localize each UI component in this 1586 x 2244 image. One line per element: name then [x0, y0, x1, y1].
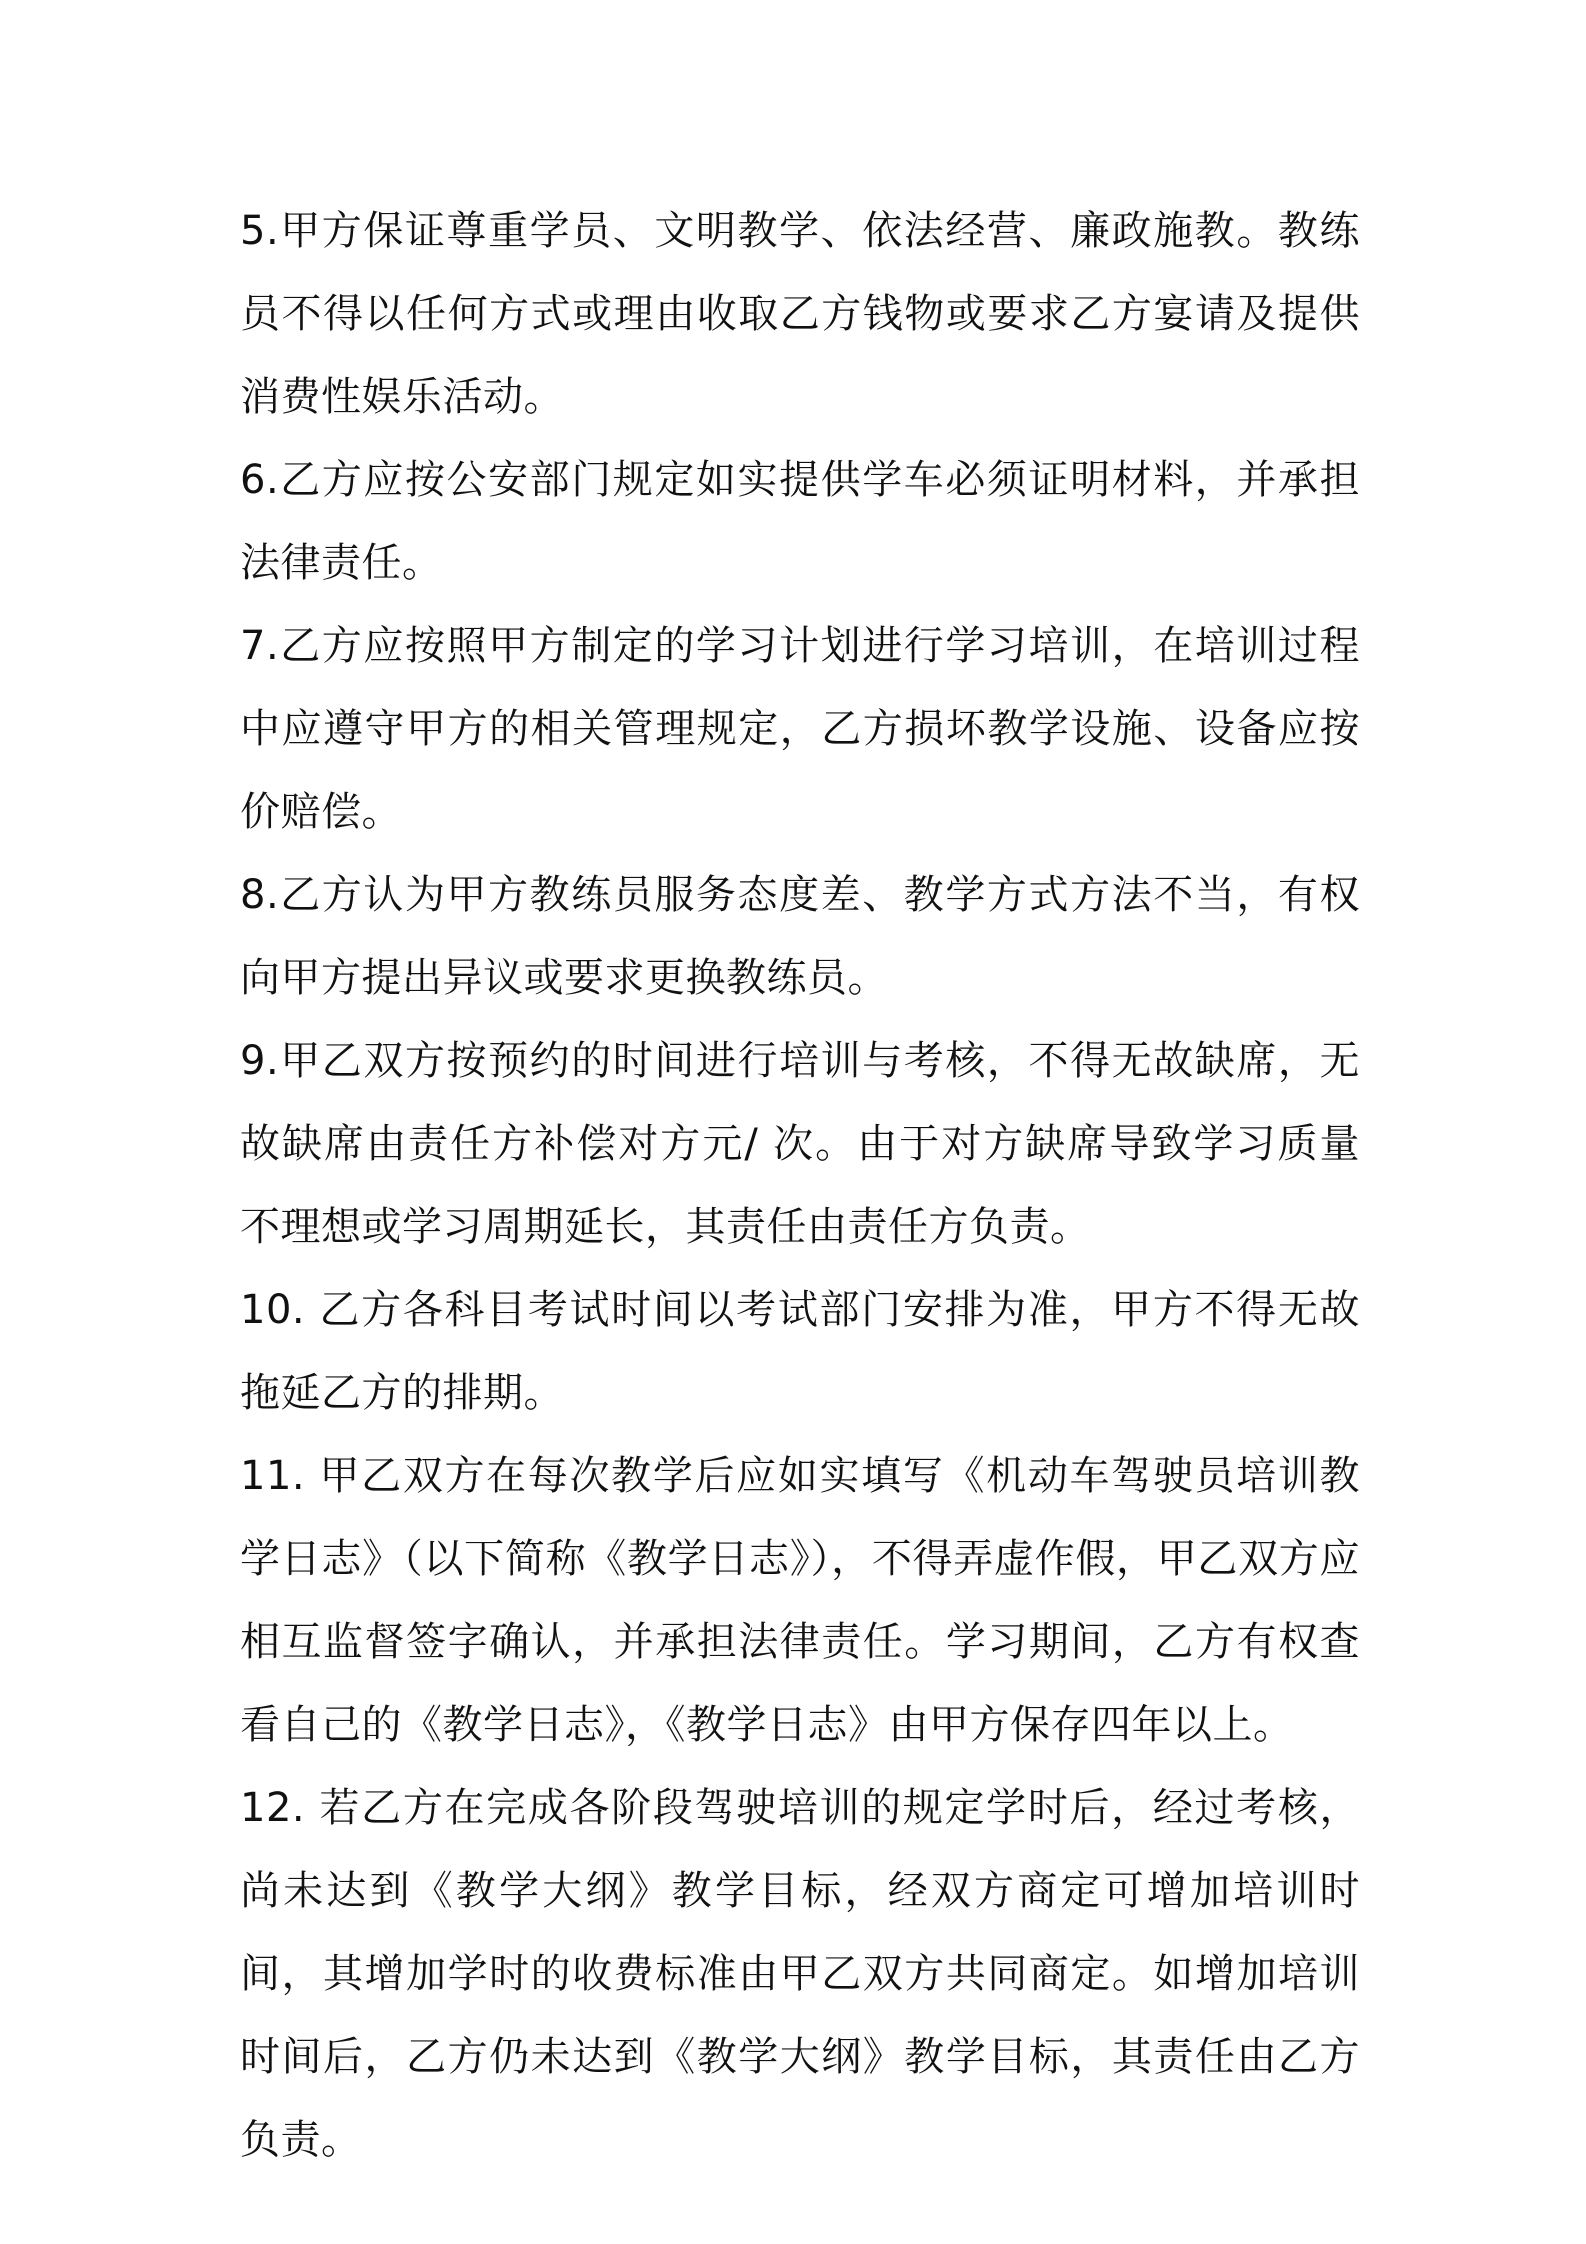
clause-11: 11. 甲乙双方在每次教学后应如实填写《机动车驾驶员培训教学日志》（以下简称《教学日志》），不得弄虚作假，甲乙双方应相互监督签字确认，并承担法律责任。学习期间，乙方有权查看自己的《教学日志》，《教学日志》由甲方保存四年以上。: [240, 1453, 1360, 1748]
clause-6: 6.乙方应按公安部门规定如实提供学车必须证明材料，并承担法律责任。: [240, 457, 1360, 586]
clause-12: 12. 若乙方在完成各阶段驾驶培训的规定学时后，经过考核，尚未达到《教学大纲》教学目标，经双方商定可增加培训时间，其增加学时的收费标准由甲乙双方共同商定。如增加培训时间后，乙方仍未达到《教学大纲》教学目标，其责任由乙方负责。: [240, 1785, 1360, 2163]
clause-9: 9.甲乙双方按预约的时间进行培训与考核，不得无故缺席，无故缺席由责任方补偿对方元/ 次。由于对方缺席导致学习质量不理想或学习周期延长，其责任由责任方负责。: [240, 1038, 1360, 1250]
clause-8: 8.乙方认为甲方教练员服务态度差、教学方式方法不当，有权向甲方提出异议或要求更换教练员。: [240, 872, 1360, 1001]
clause-7: 7.乙方应按照甲方制定的学习计划进行学习培训，在培训过程中应遵守甲方的相关管理规定，乙方损坏教学设施、设备应按价赔偿。: [240, 623, 1360, 835]
clause-10: 10. 乙方各科目考试时间以考试部门安排为准，甲方不得无故拖延乙方的排期。: [240, 1287, 1360, 1416]
clause-5: 5.甲方保证尊重学员、文明教学、依法经营、廉政施教。教练员不得以任何方式或理由收取乙方钱物或要求乙方宴请及提供消费性娱乐活动。: [240, 208, 1360, 420]
contract-clauses: [240, 190, 1360, 2182]
